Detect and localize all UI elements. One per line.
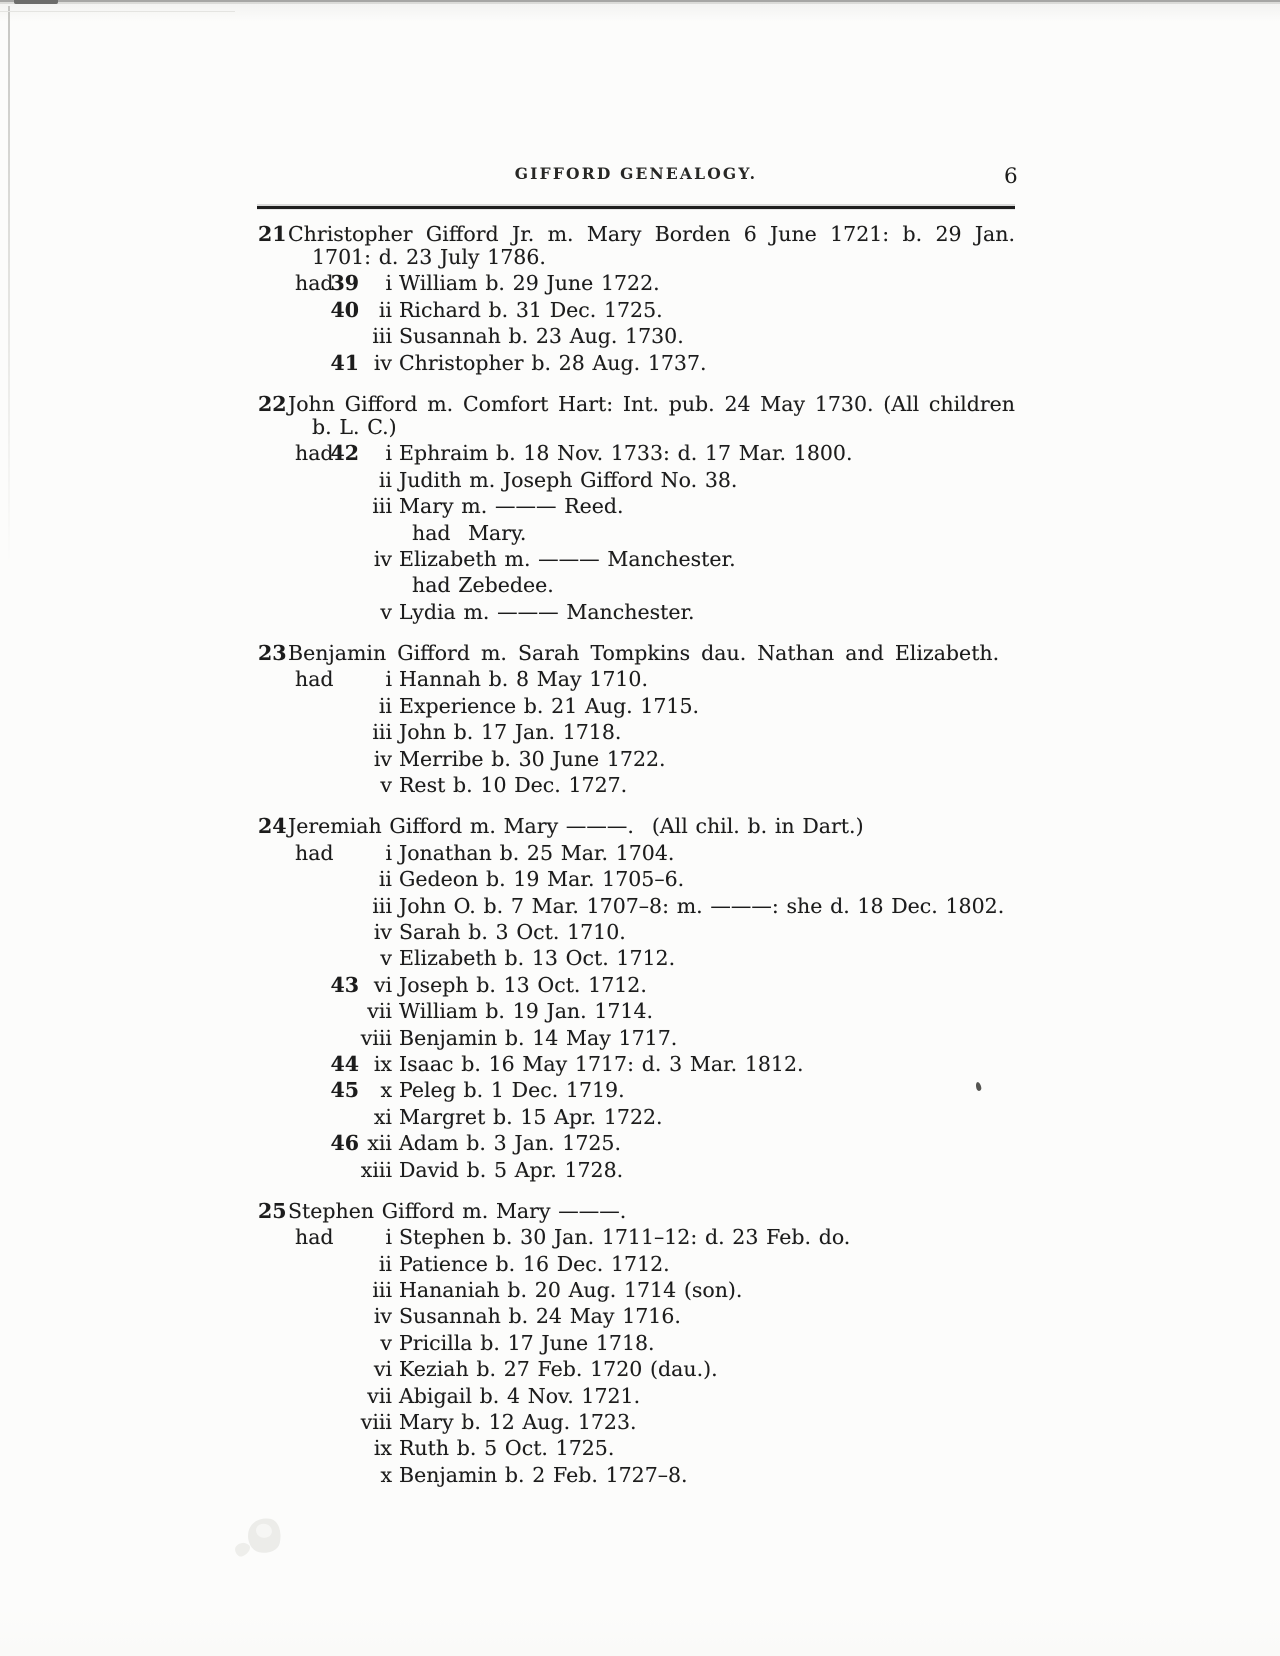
child-numeral: viii [360,1025,392,1050]
child-text: John O. b. 7 Mar. 1707–8: m. ———: she d. 18 Dec. 1802. [399,893,1005,918]
entry-number: 25 [258,1198,287,1223]
child-text: Jonathan b. 25 Mar. 1704. [399,840,675,865]
child-row [257,972,1015,998]
child-text: Richard b. 31 Dec. 1725. [399,297,663,322]
child-numeral: i [385,441,392,466]
child-numeral: i [385,1225,392,1250]
child-text: Benjamin b. 14 May 1717. [399,1025,678,1050]
child-text: Judith m. Joseph Gifford No. 38. [399,467,738,492]
genealogy-content [257,221,1015,1488]
entry-headline-row [257,813,1015,839]
child-row [257,772,1015,798]
child-text: Adam b. 3 Jan. 1725. [399,1131,621,1156]
entry-headline: Christopher Gifford Jr. m. Mary Borden 6 June 1721: b. 29 Jan. [288,222,1015,246]
child-ref: 44 [330,1051,359,1076]
header-rule [257,206,1015,209]
child-text: Rest b. 10 Dec. 1727. [399,773,628,798]
child-numeral: x [380,1078,392,1103]
child-ref: 39 [330,271,359,296]
child-row [257,998,1015,1024]
child-text: Pricilla b. 17 June 1718. [399,1330,655,1355]
entry-number: 22 [258,391,287,416]
entry-headline-row [257,221,1015,247]
child-row [257,945,1015,971]
child-row [257,493,1015,519]
grandchild-text: had Mary. [412,520,527,545]
child-text: Ruth b. 5 Oct. 1725. [399,1436,615,1461]
child-numeral: ix [373,1051,392,1076]
child-ref: 42 [330,441,359,466]
child-numeral: ii [378,693,392,718]
child-text: Mary b. 12 Aug. 1723. [399,1410,637,1435]
child-numeral: i [385,840,392,865]
child-numeral: vii [367,999,392,1024]
child-text: Lydia m. ——— Manchester. [399,599,695,624]
had-label: had [295,1225,334,1250]
child-text: Elizabeth m. ——— Manchester. [399,546,736,571]
child-row [257,866,1015,892]
entry-headline-row [257,1198,1015,1224]
child-row [257,1383,1015,1409]
child-numeral: xi [373,1104,392,1129]
child-numeral: v [380,946,392,971]
child-text: Peleg b. 1 Dec. 1719. [399,1078,625,1103]
child-text: Experience b. 21 Aug. 1715. [399,693,700,718]
child-row [257,1277,1015,1303]
entry-24 [257,813,1015,1182]
entry-22 [257,391,1015,625]
child-row [257,440,1015,466]
child-row [257,719,1015,745]
child-text: Patience b. 16 Dec. 1712. [399,1251,670,1276]
child-numeral: xiii [360,1157,392,1182]
child-text: Susannah b. 23 Aug. 1730. [399,324,684,349]
child-numeral: iii [372,893,392,918]
child-text: Mary m. ——— Reed. [399,494,624,519]
entry-headline: Jeremiah Gifford m. Mary ———. (All chil. b. in Dart.) [288,814,864,839]
child-row [257,599,1015,625]
child-numeral: iii [372,720,392,745]
child-text: Benjamin b. 2 Feb. 1727–8. [399,1462,688,1487]
child-text: Elizabeth b. 13 Oct. 1712. [399,946,676,971]
child-row [257,1077,1015,1103]
child-row [257,693,1015,719]
child-row [257,1303,1015,1329]
child-numeral: ii [378,297,392,322]
child-row [257,746,1015,772]
entry-21 [257,221,1015,376]
entry-headline: Stephen Gifford m. Mary ———. [288,1198,627,1223]
child-text: Gedeon b. 19 Mar. 1705–6. [399,867,685,892]
child-text: Margret b. 15 Apr. 1722. [399,1104,663,1129]
child-numeral: iv [373,546,392,571]
child-numeral: x [380,1462,392,1487]
child-numeral: ii [378,1251,392,1276]
child-row [257,1462,1015,1488]
entry-headline: Benjamin Gifford m. Sarah Tompkins dau. Nathan and Elizabeth. [288,641,1000,666]
had-label: had [295,840,334,865]
child-row [257,666,1015,692]
entry-number: 21 [258,222,287,246]
child-text: Isaac b. 16 May 1717: d. 3 Mar. 1812. [399,1051,804,1076]
child-ref: 43 [330,972,359,997]
child-numeral: i [385,271,392,296]
child-numeral: ii [378,867,392,892]
child-row [257,1251,1015,1277]
child-row [257,1224,1015,1250]
running-head-title: GIFFORD GENEALOGY. [514,164,758,183]
entry-headline-wrap-row [257,247,1015,270]
child-numeral: iii [372,1278,392,1303]
child-row [257,467,1015,493]
child-row [257,546,1015,572]
child-text: Christopher b. 28 Aug. 1737. [399,350,707,375]
page-number: 6 [1004,164,1018,189]
child-numeral: iii [372,324,392,349]
child-ref: 40 [330,297,359,322]
child-row [257,1409,1015,1435]
entry-headline-row [257,391,1015,417]
child-text: Joseph b. 13 Oct. 1712. [399,972,647,997]
child-ref: 41 [330,350,359,375]
scan-artifact-top-left [14,0,58,4]
child-numeral: v [380,1330,392,1355]
had-label: had [295,441,334,466]
child-text: Abigail b. 4 Nov. 1721. [399,1383,641,1408]
child-numeral: ii [378,467,392,492]
entry-headline-wrap: b. L. C.) [312,415,397,440]
child-text: David b. 5 Apr. 1728. [399,1157,624,1182]
child-row [257,919,1015,945]
entry-headline-wrap-row [257,417,1015,440]
child-row [257,1130,1015,1156]
entry-headline: John Gifford m. Comfort Hart: Int. pub. 24 May 1730. (All children [288,391,1015,416]
entry-headline-wrap: 1701: d. 23 July 1786. [312,245,546,270]
child-row [257,297,1015,323]
grandchild-row [257,520,1015,546]
child-numeral: iii [372,494,392,519]
child-text: Hannah b. 8 May 1710. [399,667,648,692]
child-text: Sarah b. 3 Oct. 1710. [399,919,626,944]
child-text: William b. 29 June 1722. [399,271,660,296]
child-numeral: iv [373,1304,392,1329]
child-numeral: iv [373,919,392,944]
child-text: Hananiah b. 20 Aug. 1714 (son). [399,1278,743,1303]
entry-23 [257,640,1015,798]
child-numeral: vi [373,1357,392,1382]
scan-edge-left [8,6,10,566]
child-row [257,1356,1015,1382]
child-row [257,1104,1015,1130]
child-text: William b. 19 Jan. 1714. [399,999,654,1024]
child-row [257,1051,1015,1077]
child-row [257,350,1015,376]
child-text: Merribe b. 30 June 1722. [399,746,666,771]
entry-number: 23 [258,641,287,666]
child-row [257,893,1015,919]
had-label: had [295,271,334,296]
child-text: John b. 17 Jan. 1718. [399,720,622,745]
entry-headline-row [257,640,1015,666]
child-numeral: viii [360,1410,392,1435]
child-numeral: vii [367,1383,392,1408]
child-text: Keziah b. 27 Feb. 1720 (dau.). [399,1357,718,1382]
grandchild-text: had Zebedee. [412,573,554,598]
scan-blot [245,1515,285,1556]
child-text: Susannah b. 24 May 1716. [399,1304,681,1329]
child-row [257,840,1015,866]
child-row [257,1435,1015,1461]
scan-edge-horizontal [0,11,235,12]
child-numeral: xii [367,1131,392,1156]
child-row [257,270,1015,296]
child-ref: 45 [330,1078,359,1103]
child-row [257,1330,1015,1356]
child-numeral: vi [373,972,392,997]
child-numeral: ix [373,1436,392,1461]
child-row [257,323,1015,349]
child-ref: 46 [330,1131,359,1156]
entry-25 [257,1198,1015,1488]
grandchild-row [257,572,1015,598]
child-text: Ephraim b. 18 Nov. 1733: d. 17 Mar. 1800. [399,441,853,466]
child-row [257,1025,1015,1051]
entry-number: 24 [258,814,287,839]
had-label: had [295,667,334,692]
child-numeral: i [385,667,392,692]
child-numeral: v [380,599,392,624]
child-text: Stephen b. 30 Jan. 1711–12: d. 23 Feb. do. [399,1225,851,1250]
child-row [257,1157,1015,1183]
child-numeral: iv [373,746,392,771]
child-numeral: v [380,773,392,798]
child-numeral: iv [373,350,392,375]
scan-edge-top-light [0,2,1280,4]
